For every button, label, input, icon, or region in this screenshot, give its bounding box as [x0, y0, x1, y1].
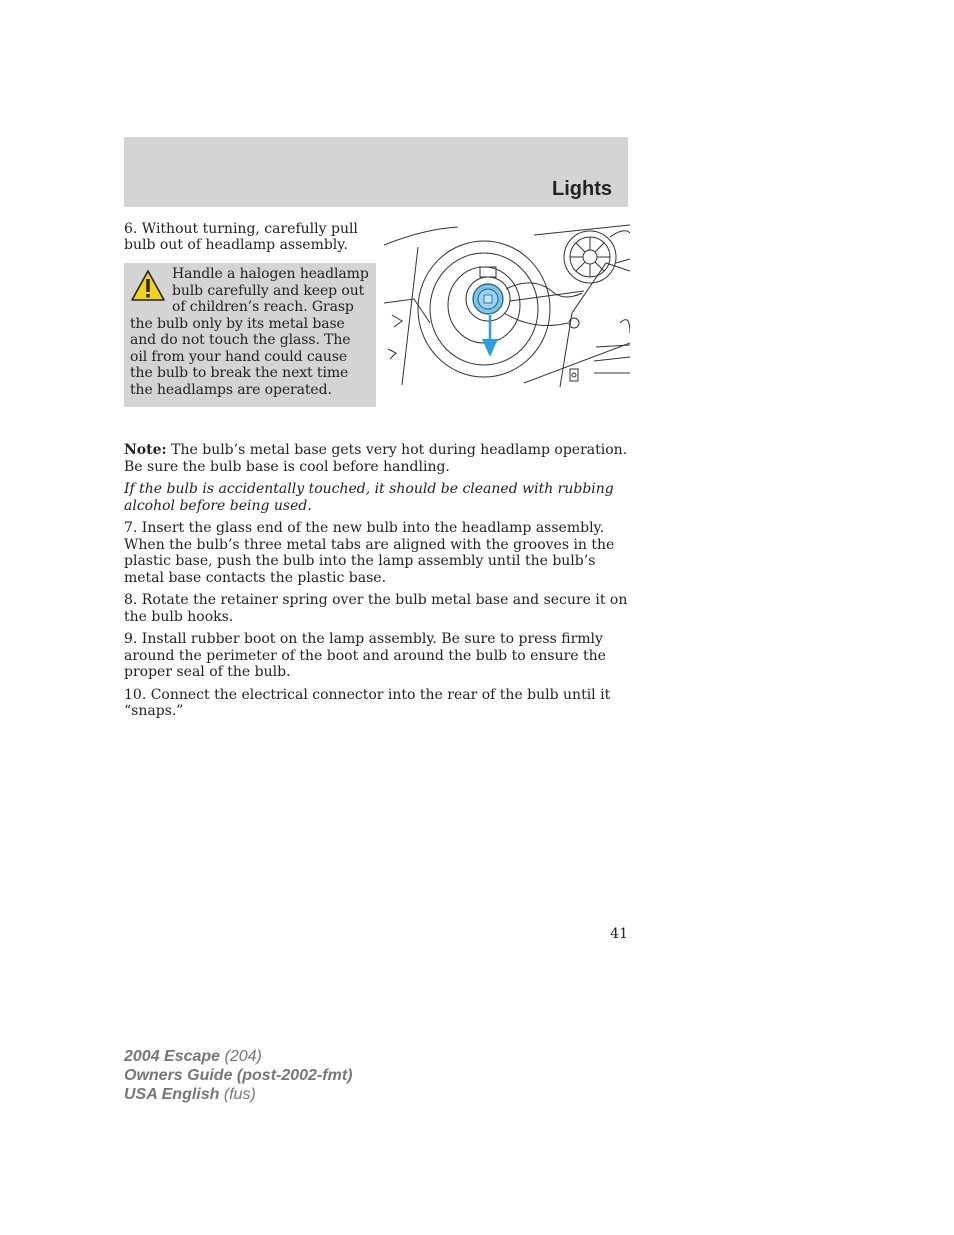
- footer-line-3: [124, 1085, 352, 1104]
- footer-language-code: (fus): [219, 1086, 256, 1103]
- note-text: The bulb’s metal base gets very hot during headlamp operation. Be sure the bulb base is cool before handling.: [124, 442, 628, 475]
- footer-model-code: (204): [220, 1048, 262, 1065]
- section-title: Lights: [552, 178, 612, 200]
- note-label: Note:: [124, 442, 167, 458]
- step-8-text: 8. Rotate the retainer spring over the bulb metal base and secure it on the bulb hooks.: [124, 592, 628, 625]
- cleaning-note: If the bulb is accidentally touched, it should be cleaned with rubbing alcohol before being used.: [124, 481, 614, 514]
- footer-model: 2004 Escape: [124, 1048, 221, 1065]
- step-6-text: 6. Without turning, carefully pull bulb out of headlamp assembly.: [124, 221, 358, 253]
- step-7-text: 7. Insert the glass end of the new bulb into the headlamp assembly. When the bulb’s three metal tabs are aligned with the grooves in the plastic base, push the bulb into the lamp assembly until the bulb’s metal base contacts the plastic base.: [124, 520, 615, 586]
- headlamp-bulb-illustration: [384, 223, 630, 388]
- section-header: [124, 137, 628, 207]
- note-paragraph: [124, 442, 628, 475]
- footer-line-2: [124, 1066, 352, 1085]
- step-9-text: 9. Install rubber boot on the lamp assembly. Be sure to press firmly around the perimeter of the boot and around the bulb to ensure the proper seal of the bulb.: [124, 631, 606, 680]
- warning-text: Handle a halogen headlamp bulb carefully and keep out of children’s reach. Grasp the bulb only by its metal base and do not touch the glass. The oil from your hand could cause the bulb to break the next time the headlamps are operated.: [130, 266, 369, 398]
- instructions-body: [124, 442, 628, 726]
- footer-guide: Owners Guide (post-2002-fmt): [124, 1067, 353, 1084]
- footer-language: USA English: [124, 1086, 220, 1103]
- step-10-text: 10. Connect the electrical connector into the rear of the bulb until it “snaps.”: [124, 686, 611, 719]
- document-footer: [124, 1047, 352, 1104]
- warning-box: [124, 263, 376, 407]
- footer-line-1: [124, 1047, 352, 1066]
- warning-triangle-icon: [130, 269, 166, 303]
- page-number: 41: [610, 926, 628, 942]
